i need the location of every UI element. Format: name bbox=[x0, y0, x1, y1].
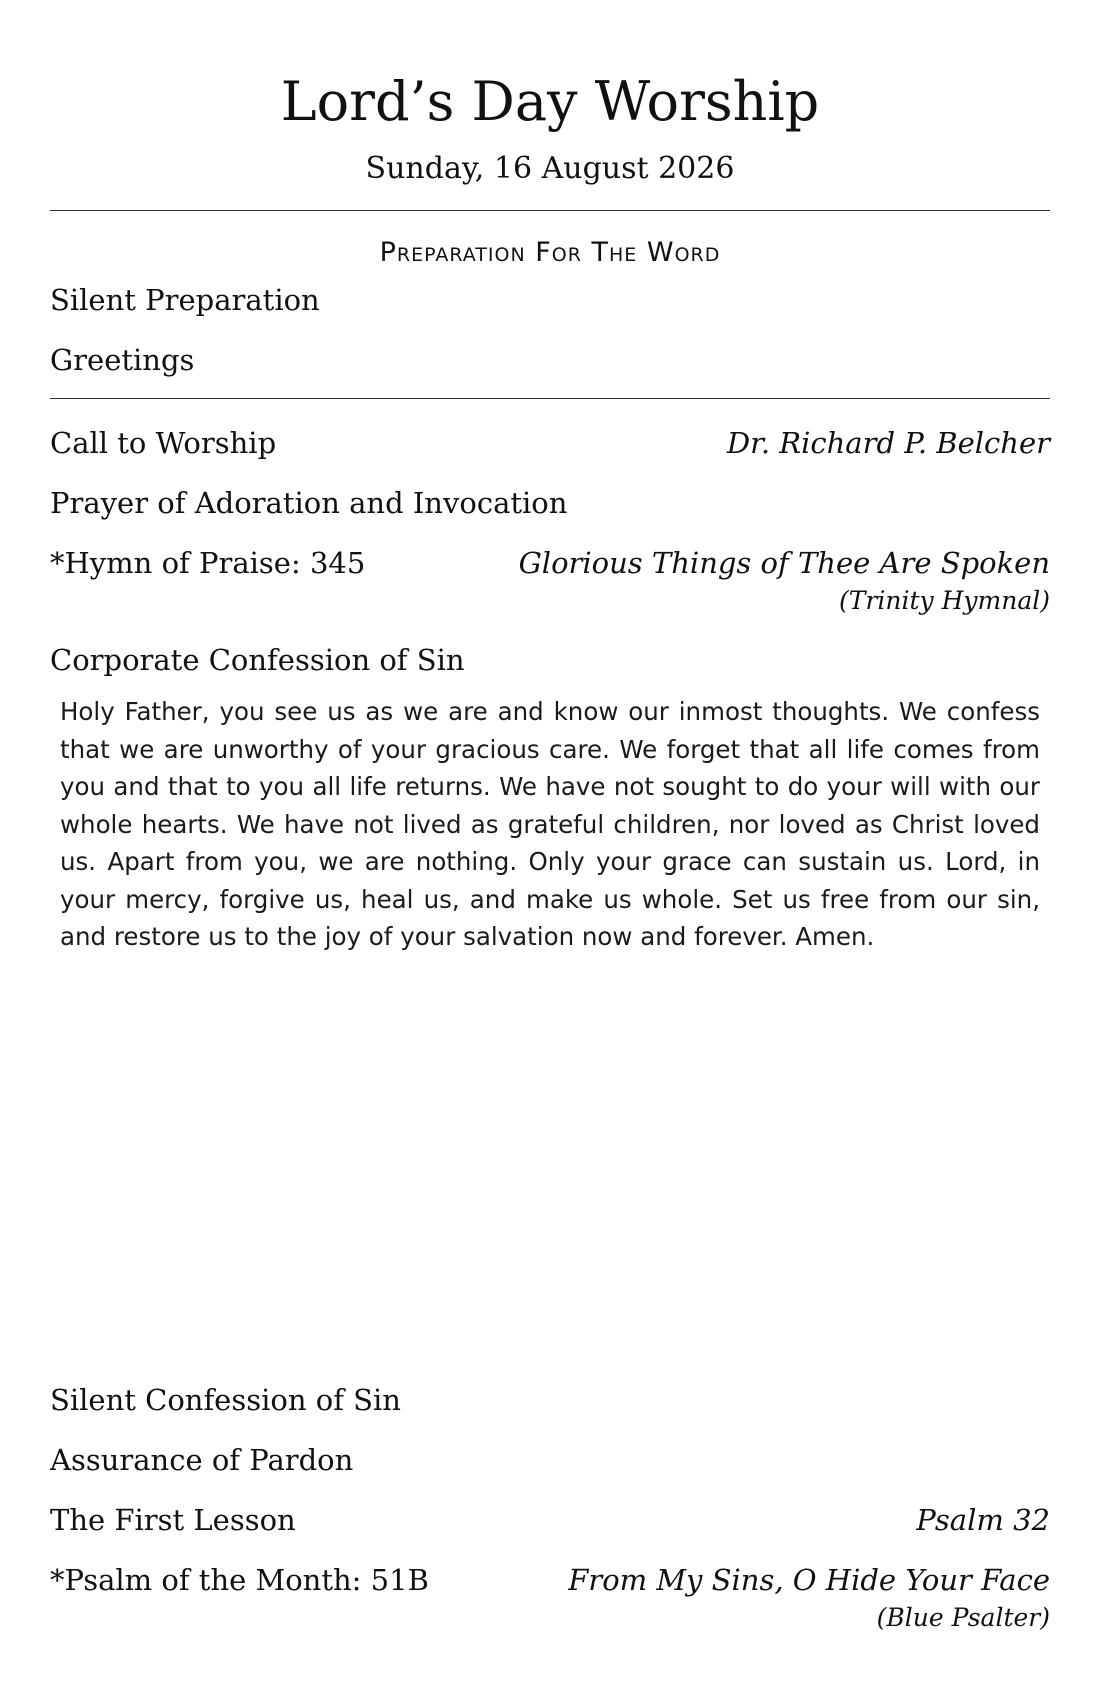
item-label: Greetings bbox=[50, 343, 195, 377]
item-label: Assurance of Pardon bbox=[50, 1443, 354, 1477]
item-label: The First Lesson bbox=[50, 1503, 296, 1537]
item-label: Silent Preparation bbox=[50, 283, 320, 317]
item-label: *Hymn of Praise: 345 bbox=[50, 546, 366, 580]
section-heading: Preparation For The Word bbox=[379, 237, 721, 268]
top-divider bbox=[50, 210, 1050, 211]
item-label: Prayer of Adoration and Invocation bbox=[50, 486, 568, 520]
leader-name: Dr. Richard P. Belcher bbox=[726, 426, 1050, 460]
item-label: Corporate Confession of Sin bbox=[50, 643, 465, 677]
hymn-source: (Trinity Hymnal) bbox=[839, 586, 1050, 615]
service-date: Sunday, 16 August 2026 bbox=[365, 151, 735, 186]
item-label: Call to Worship bbox=[50, 426, 277, 460]
page-title: Lord’s Day Worship bbox=[280, 70, 820, 133]
confession-prayer-text: Holy Father, you see us as we are and know our inmost thoughts. We confess that we are unworthy of your gracious care. We forget that all life comes from you and that to you all life returns. We have not sought to do your will with our whole hearts. We have not lived as grateful children, nor loved as Christ loved us. Apart from you, we are nothing. Only your grace can sustain us. Lord, in your mercy, forgive us, heal us, and make us whole. Set us free from our sin, and restore us to the joy of your salvation now and forever. Amen. bbox=[60, 697, 1040, 951]
item-label: Silent Confession of Sin bbox=[50, 1383, 401, 1417]
hymn-title: Glorious Things of Thee Are Spoken bbox=[518, 546, 1050, 580]
lesson-reference: Psalm 32 bbox=[916, 1503, 1050, 1537]
psalm-source: (Blue Psalter) bbox=[876, 1603, 1050, 1632]
item-label: *Psalm of the Month: 51B bbox=[50, 1563, 429, 1597]
psalm-title: From My Sins, O Hide Your Face bbox=[568, 1563, 1050, 1597]
section-divider bbox=[50, 398, 1050, 399]
